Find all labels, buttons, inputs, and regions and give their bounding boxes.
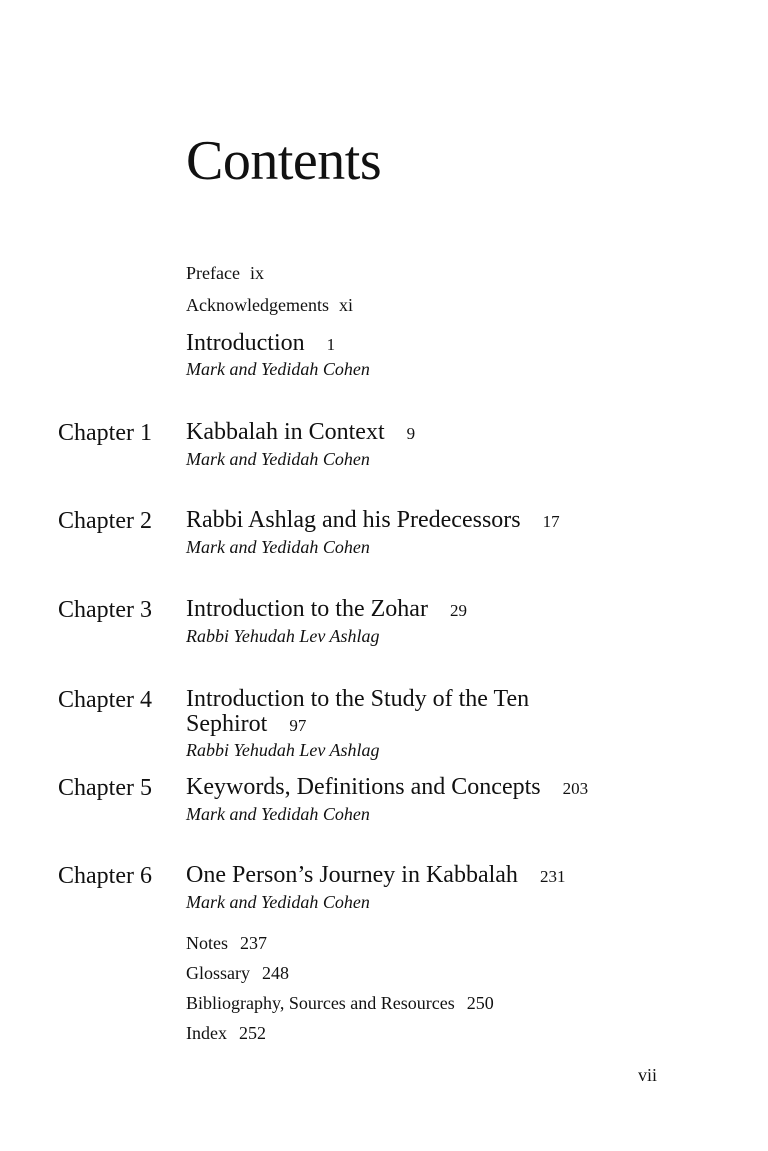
- toc-page-number: 248: [262, 963, 289, 983]
- chapter-label: Chapter 4: [58, 687, 152, 713]
- toc-entry-title: Introduction to the Zohar: [186, 596, 428, 622]
- toc-page-number: 203: [562, 779, 589, 798]
- toc-page-number: 231: [539, 867, 566, 886]
- toc-item-label: Notes: [186, 933, 228, 953]
- toc-entry-author: Mark and Yedidah Cohen: [186, 804, 370, 824]
- toc-entry-title: Introduction: [186, 330, 305, 356]
- toc-item-chapter-2[interactable]: [186, 508, 560, 533]
- toc-page-number: 1: [326, 335, 336, 354]
- toc-entry-title: Introduction to the Study of the Ten: [186, 686, 530, 712]
- toc-entry-title: Rabbi Ashlag and his Predecessors: [186, 507, 521, 533]
- toc-page-number: xi: [338, 295, 353, 315]
- toc-entry-title: Keywords, Definitions and Concepts: [186, 774, 541, 800]
- chapter-label: Chapter 1: [58, 420, 152, 446]
- toc-page-number: 250: [466, 993, 494, 1013]
- toc-item-label: Acknowledgements: [186, 295, 329, 315]
- toc-item-glossary[interactable]: [186, 964, 289, 982]
- toc-item-index[interactable]: [186, 1024, 266, 1042]
- toc-item-label: Glossary: [186, 963, 250, 983]
- toc-item-chapter-6[interactable]: [186, 863, 565, 888]
- toc-entry-author: Mark and Yedidah Cohen: [186, 892, 370, 912]
- toc-entry-author: Mark and Yedidah Cohen: [186, 449, 370, 469]
- toc-item-label: Preface: [186, 263, 240, 283]
- toc-item-notes[interactable]: [186, 934, 267, 952]
- toc-page-number: 29: [449, 601, 467, 620]
- page-folio: vii: [638, 1065, 658, 1085]
- toc-entry-author: Mark and Yedidah Cohen: [186, 359, 370, 379]
- toc-page-number: 97: [289, 716, 307, 736]
- chapter-label: Chapter 3: [58, 597, 152, 623]
- toc-item-chapter-3[interactable]: [186, 597, 467, 622]
- toc-entry-title: Kabbalah in Context: [186, 419, 385, 445]
- chapter-label: Chapter 6: [58, 863, 152, 889]
- toc-item-introduction[interactable]: [186, 331, 335, 356]
- chapter-label: Chapter 5: [58, 775, 152, 801]
- chapter-label: Chapter 2: [58, 508, 152, 534]
- toc-page-number: 237: [240, 933, 267, 953]
- toc-page-number: ix: [249, 263, 264, 283]
- toc-entry-author: Mark and Yedidah Cohen: [186, 537, 370, 557]
- toc-entry-title-continued: Sephirot: [186, 711, 268, 738]
- toc-item-acknowledgements[interactable]: [186, 296, 353, 314]
- toc-item-preface[interactable]: [186, 264, 264, 282]
- toc-item-chapter-1[interactable]: [186, 420, 415, 445]
- toc-page-number: 252: [238, 1023, 266, 1043]
- toc-item-label: Index: [186, 1023, 227, 1043]
- toc-item-bibliography[interactable]: [186, 994, 494, 1012]
- toc-page-number: 17: [542, 512, 560, 531]
- toc-entry-author: Rabbi Yehudah Lev Ashlag: [186, 740, 380, 760]
- toc-entry-author: Rabbi Yehudah Lev Ashlag: [186, 626, 380, 646]
- page-title: Contents: [186, 130, 382, 192]
- toc-item-chapter-4[interactable]: [186, 687, 529, 737]
- toc-item-chapter-5[interactable]: [186, 775, 588, 800]
- toc-item-label: Bibliography, Sources and Resources: [186, 993, 455, 1013]
- toc-page-number: 9: [406, 424, 416, 443]
- toc-entry-title: One Person’s Journey in Kabbalah: [186, 862, 518, 888]
